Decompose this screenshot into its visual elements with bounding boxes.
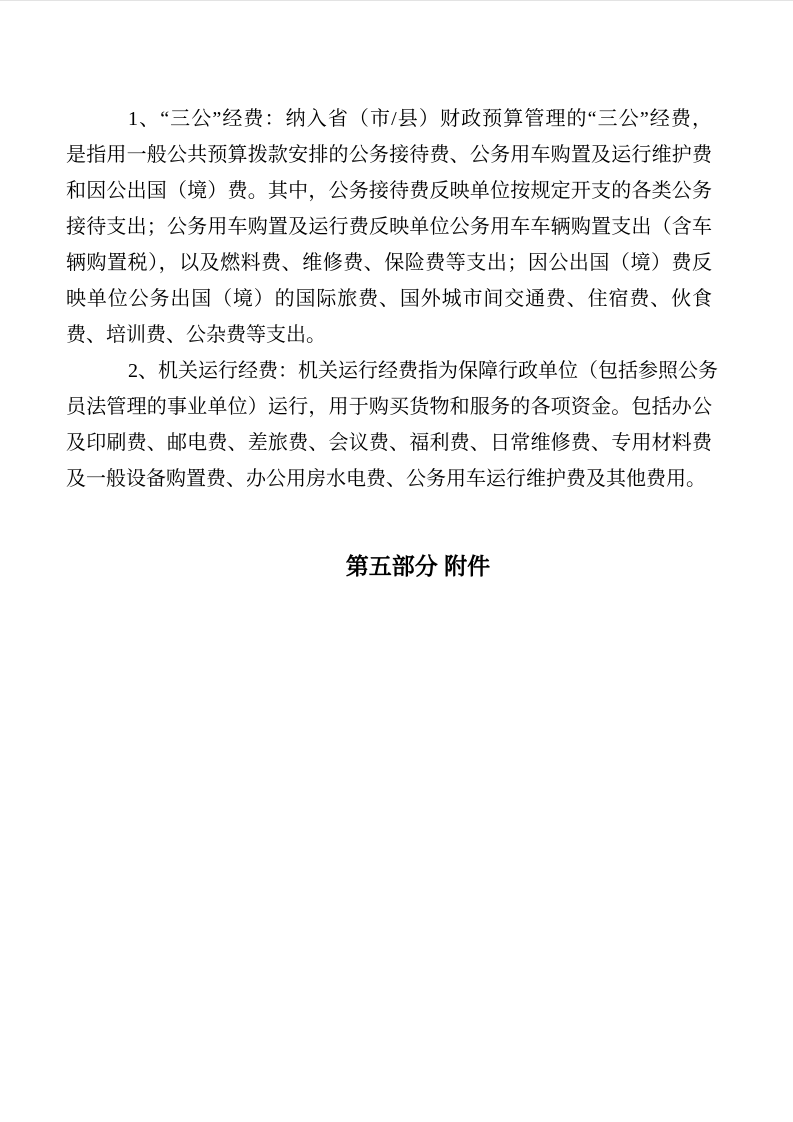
document-body (66, 101, 718, 584)
paragraph-agency-operating-funds (66, 353, 718, 497)
section-heading: 第五部分 附件 (345, 553, 491, 579)
text-line: 费、培训费、公杂费等支出。 (66, 324, 326, 346)
text-line: 映单位公务出国（境）的国际旅费、国外城市间交通费、住宿费、伙食 (66, 288, 712, 310)
text-line: 辆购置税），以及燃料费、维修费、保险费等支出；因公出国（境）费反 (66, 252, 712, 274)
page-top-edge (0, 0, 793, 1)
text-line: 及一般设备购置费、办公用房水电费、公务用车运行维护费及其他费用。 (66, 468, 706, 490)
text-line: 和因公出国（境）费。其中，公务接待费反映单位按规定开支的各类公务 (66, 180, 712, 202)
text-line: 是指用一般公共预算拨款安排的公务接待费、公务用车购置及运行维护费 (66, 144, 712, 166)
text-line: 2、机关运行经费：机关运行经费指为保障行政单位（包括参照公务 (128, 360, 718, 382)
text-line: 1、“三公”经费：纳入省（市/县）财政预算管理的“三公”经费， (128, 108, 712, 130)
text-line: 及印刷费、邮电费、差旅费、会议费、福利费、日常维修费、专用材料费 (66, 432, 712, 454)
text-line: 员法管理的事业单位）运行，用于购买货物和服务的各项资金。包括办公 (66, 396, 712, 418)
text-line: 接待支出；公务用车购置及运行费反映单位公务用车车辆购置支出（含车 (66, 216, 712, 238)
paragraph-sangong-funds (66, 101, 712, 353)
